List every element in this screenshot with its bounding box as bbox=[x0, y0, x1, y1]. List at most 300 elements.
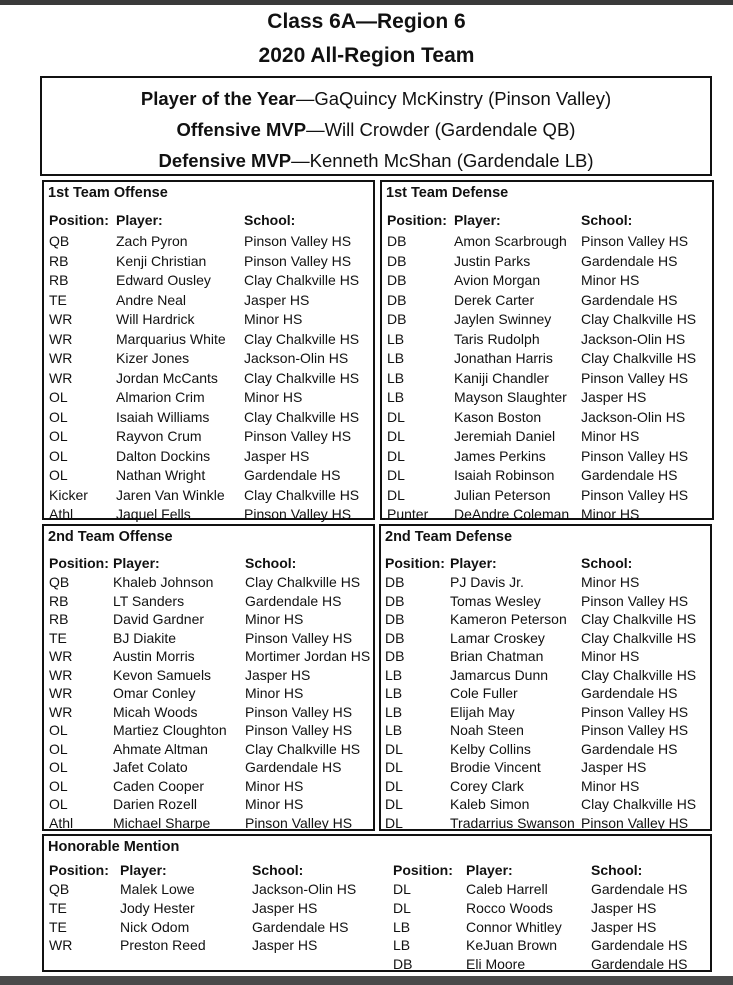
player-cell: BJ Diakite bbox=[113, 629, 177, 646]
position-cell: LB bbox=[387, 350, 405, 366]
position-cell: LB bbox=[387, 389, 405, 405]
roster-row bbox=[44, 486, 373, 505]
position-cell: OL bbox=[49, 428, 68, 444]
player-cell: Avion Morgan bbox=[454, 272, 541, 288]
column-header-position: Position: bbox=[393, 862, 453, 878]
section-title: 1st Team Offense bbox=[48, 185, 168, 201]
first-team-defense-box bbox=[380, 180, 714, 520]
player-cell: Will Hardrick bbox=[116, 311, 195, 327]
school-cell: Gardendale HS bbox=[591, 956, 688, 973]
school-cell: Gardendale HS bbox=[245, 759, 342, 775]
school-cell: Minor HS bbox=[244, 311, 303, 327]
school-cell: Clay Chalkville HS bbox=[244, 486, 360, 503]
player-cell: Kaleb Simon bbox=[450, 796, 530, 812]
award-player-of-year bbox=[42, 88, 710, 110]
player-cell: Corey Clark bbox=[450, 777, 524, 794]
roster-row bbox=[44, 740, 373, 759]
player-cell: Kaniji Chandler bbox=[454, 369, 549, 386]
school-cell: Clay Chalkville HS bbox=[581, 311, 697, 327]
school-cell: Clay Chalkville HS bbox=[581, 611, 697, 627]
school-cell: Minor HS bbox=[245, 611, 304, 627]
player-cell: Khaleb Johnson bbox=[113, 574, 214, 590]
position-cell: LB bbox=[385, 666, 403, 683]
player-cell: Derek Carter bbox=[454, 291, 535, 308]
roster-row bbox=[382, 447, 712, 466]
player-cell: Zach Pyron bbox=[116, 233, 188, 249]
roster-row bbox=[382, 271, 712, 290]
roster-row bbox=[44, 447, 373, 466]
school-cell: Pinson Valley HS bbox=[581, 486, 689, 503]
roster-row bbox=[381, 629, 710, 648]
roster-row bbox=[44, 666, 373, 685]
position-cell: Athl bbox=[49, 814, 74, 831]
roster-row bbox=[44, 777, 373, 796]
position-cell: DB bbox=[387, 291, 407, 308]
roster-row bbox=[381, 814, 710, 833]
school-cell: Minor HS bbox=[581, 777, 640, 794]
section-title: 2nd Team Offense bbox=[48, 529, 173, 545]
roster-row bbox=[44, 814, 373, 833]
player-cell: Jamarcus Dunn bbox=[450, 666, 549, 683]
column-header-player: Player: bbox=[113, 555, 160, 571]
position-cell: DB bbox=[385, 629, 405, 646]
position-cell: WR bbox=[49, 311, 73, 327]
player-cell: Edward Ousley bbox=[116, 272, 211, 288]
roster-row bbox=[381, 610, 710, 629]
column-header-school: School: bbox=[244, 212, 296, 228]
school-cell: Clay Chalkville HS bbox=[245, 740, 361, 757]
award-value: —Will Crowder (Gardendale QB) bbox=[306, 119, 576, 140]
school-cell: Pinson Valley HS bbox=[581, 369, 689, 386]
position-cell: DL bbox=[385, 759, 403, 775]
position-cell: DB bbox=[387, 252, 407, 269]
school-cell: Jackson-Olin HS bbox=[252, 881, 357, 897]
column-header-player: Player: bbox=[450, 555, 497, 571]
position-cell: QB bbox=[49, 881, 70, 897]
roster-row bbox=[382, 388, 712, 407]
player-cell: KeJuan Brown bbox=[466, 937, 558, 954]
school-cell: Minor HS bbox=[244, 389, 303, 405]
school-cell: Jasper HS bbox=[252, 937, 318, 954]
school-cell: Gardendale HS bbox=[581, 685, 678, 701]
player-cell: Jafet Colato bbox=[113, 759, 188, 775]
column-header-player: Player: bbox=[454, 212, 501, 228]
position-cell: OL bbox=[49, 740, 68, 757]
player-cell: Kenji Christian bbox=[116, 252, 207, 269]
position-cell: Kicker bbox=[49, 486, 88, 503]
roster-row bbox=[382, 505, 712, 524]
section-title: 2nd Team Defense bbox=[385, 529, 513, 545]
roster-row bbox=[44, 592, 373, 611]
roster-row bbox=[44, 291, 373, 310]
roster-row bbox=[381, 758, 710, 777]
player-cell: Cole Fuller bbox=[450, 685, 518, 701]
roster-row bbox=[381, 777, 710, 796]
school-cell: Clay Chalkville HS bbox=[581, 629, 697, 646]
school-cell: Pinson Valley HS bbox=[581, 592, 689, 609]
school-cell: Jasper HS bbox=[581, 759, 647, 775]
roster-row bbox=[382, 252, 712, 271]
roster-row bbox=[44, 721, 373, 740]
position-cell: DB bbox=[387, 311, 407, 327]
roster-row bbox=[44, 795, 373, 814]
column-header-player: Player: bbox=[116, 212, 163, 228]
roster-row bbox=[381, 666, 710, 685]
school-cell: Jasper HS bbox=[591, 899, 657, 916]
player-cell: Julian Peterson bbox=[454, 486, 551, 503]
player-cell: Mayson Slaughter bbox=[454, 389, 567, 405]
position-cell: WR bbox=[49, 703, 73, 720]
player-cell: Jaren Van Winkle bbox=[116, 486, 225, 503]
player-cell: Jody Hester bbox=[120, 899, 195, 916]
school-cell: Pinson Valley HS bbox=[581, 722, 689, 738]
header-team-title: 2020 All-Region Team bbox=[258, 44, 475, 67]
position-cell: OL bbox=[49, 389, 68, 405]
position-cell: DB bbox=[385, 592, 405, 609]
player-cell: Isaiah Williams bbox=[116, 408, 210, 425]
position-cell: QB bbox=[49, 574, 70, 590]
column-header-school: School: bbox=[245, 555, 297, 571]
player-cell: Kameron Peterson bbox=[450, 611, 567, 627]
second-team-offense-box bbox=[42, 524, 375, 831]
school-cell: Clay Chalkville HS bbox=[244, 272, 360, 288]
position-cell: WR bbox=[49, 330, 73, 347]
roster-row bbox=[44, 610, 373, 629]
player-cell: Jonathan Harris bbox=[454, 350, 553, 366]
player-cell: Brian Chatman bbox=[450, 648, 544, 664]
position-cell: DL bbox=[387, 486, 405, 503]
player-cell: Andre Neal bbox=[116, 291, 187, 308]
column-header-player: Player: bbox=[120, 862, 167, 878]
roster-row bbox=[382, 486, 712, 505]
section-title: Honorable Mention bbox=[48, 839, 180, 855]
award-offensive-mvp bbox=[42, 119, 710, 141]
school-cell: Clay Chalkville HS bbox=[581, 350, 697, 366]
awards-box bbox=[40, 76, 712, 176]
player-cell: Dalton Dockins bbox=[116, 447, 211, 464]
roster-row bbox=[44, 505, 373, 524]
position-cell: DB bbox=[393, 956, 413, 973]
roster-row bbox=[44, 427, 373, 446]
player-cell: Jaylen Swinney bbox=[454, 311, 552, 327]
roster-row bbox=[44, 758, 373, 777]
section-title: 1st Team Defense bbox=[386, 185, 509, 201]
roster-row bbox=[44, 703, 373, 722]
roster-row bbox=[382, 408, 712, 427]
column-header-school: School: bbox=[581, 555, 633, 571]
school-cell: Minor HS bbox=[245, 796, 304, 812]
roster-row bbox=[44, 955, 710, 974]
roster-row bbox=[382, 310, 712, 329]
school-cell: Gardendale HS bbox=[581, 467, 678, 483]
school-cell: Mortimer Jordan HS bbox=[245, 648, 371, 664]
roster-row bbox=[44, 408, 373, 427]
position-cell: DL bbox=[385, 740, 403, 757]
school-cell: Jasper HS bbox=[581, 389, 647, 405]
roster-row bbox=[382, 330, 712, 349]
position-cell: DL bbox=[385, 796, 403, 812]
school-cell: Jackson-Olin HS bbox=[244, 350, 349, 366]
position-cell: LB bbox=[387, 369, 405, 386]
position-cell: DB bbox=[385, 611, 405, 627]
player-cell: Connor Whitley bbox=[466, 918, 562, 935]
column-header-position: Position: bbox=[387, 212, 447, 228]
position-cell: LB bbox=[385, 703, 403, 720]
position-cell: DL bbox=[385, 777, 403, 794]
roster-row bbox=[44, 310, 373, 329]
school-cell: Minor HS bbox=[245, 685, 304, 701]
school-cell: Jasper HS bbox=[591, 918, 657, 935]
column-header-position: Position: bbox=[49, 862, 109, 878]
position-cell: RB bbox=[49, 592, 69, 609]
roster-row bbox=[44, 271, 373, 290]
roster-row bbox=[382, 466, 712, 485]
player-cell: Jaquel Fells bbox=[116, 506, 191, 522]
position-cell: DL bbox=[393, 899, 411, 916]
roster-row bbox=[382, 232, 712, 251]
award-label: Offensive MVP bbox=[176, 119, 307, 140]
position-cell: RB bbox=[49, 272, 69, 288]
school-cell: Pinson Valley HS bbox=[581, 447, 689, 464]
roster-row bbox=[381, 703, 710, 722]
school-cell: Clay Chalkville HS bbox=[244, 408, 360, 425]
player-cell: Caleb Harrell bbox=[466, 881, 548, 897]
school-cell: Pinson Valley HS bbox=[244, 252, 352, 269]
player-cell: Isaiah Robinson bbox=[454, 467, 555, 483]
school-cell: Jackson-Olin HS bbox=[581, 408, 686, 425]
roster-row bbox=[44, 684, 373, 703]
school-cell: Pinson Valley HS bbox=[245, 703, 353, 720]
player-cell: Rayvon Crum bbox=[116, 428, 202, 444]
award-label: Defensive MVP bbox=[158, 150, 292, 171]
roster-row bbox=[381, 795, 710, 814]
position-cell: TE bbox=[49, 291, 67, 308]
school-cell: Pinson Valley HS bbox=[244, 506, 352, 522]
school-cell: Gardendale HS bbox=[252, 918, 349, 935]
school-cell: Pinson Valley HS bbox=[244, 233, 352, 249]
column-header-position: Position: bbox=[49, 212, 109, 228]
roster-row bbox=[44, 936, 710, 955]
position-cell: Athl bbox=[49, 506, 74, 522]
roster-row bbox=[44, 918, 710, 937]
player-cell: Darien Rozell bbox=[113, 796, 198, 812]
roster-row bbox=[44, 330, 373, 349]
position-cell: OL bbox=[49, 408, 68, 425]
school-cell: Gardendale HS bbox=[591, 937, 688, 954]
column-header-position: Position: bbox=[49, 555, 109, 571]
player-cell: Justin Parks bbox=[454, 252, 531, 269]
player-cell: Caden Cooper bbox=[113, 777, 205, 794]
school-cell: Pinson Valley HS bbox=[245, 814, 353, 831]
position-cell: LB bbox=[393, 918, 411, 935]
school-cell: Minor HS bbox=[581, 272, 640, 288]
position-cell: OL bbox=[49, 722, 68, 738]
position-cell: DB bbox=[387, 272, 407, 288]
second-team-defense-box bbox=[379, 524, 712, 831]
roster-row bbox=[44, 880, 710, 899]
roster-row bbox=[44, 369, 373, 388]
player-cell: Brodie Vincent bbox=[450, 759, 541, 775]
school-cell: Pinson Valley HS bbox=[581, 814, 689, 831]
school-cell: Jasper HS bbox=[245, 666, 311, 683]
position-cell: OL bbox=[49, 777, 68, 794]
school-cell: Gardendale HS bbox=[591, 881, 688, 897]
award-value: —Kenneth McShan (Gardendale LB) bbox=[291, 150, 594, 171]
position-cell: OL bbox=[49, 796, 68, 812]
player-cell: Nick Odom bbox=[120, 918, 190, 935]
player-cell: Omar Conley bbox=[113, 685, 196, 701]
school-cell: Pinson Valley HS bbox=[245, 722, 353, 738]
roster-row bbox=[381, 721, 710, 740]
school-cell: Clay Chalkville HS bbox=[581, 666, 697, 683]
position-cell: Punter bbox=[387, 506, 429, 522]
position-cell: DL bbox=[387, 447, 405, 464]
position-cell: WR bbox=[49, 648, 73, 664]
school-cell: Gardendale HS bbox=[581, 252, 678, 269]
position-cell: RB bbox=[49, 611, 69, 627]
school-cell: Clay Chalkville HS bbox=[245, 574, 361, 590]
roster-row bbox=[381, 740, 710, 759]
roster-row bbox=[382, 291, 712, 310]
roster-row bbox=[381, 573, 710, 592]
position-cell: LB bbox=[385, 685, 403, 701]
player-cell: Austin Morris bbox=[113, 648, 195, 664]
school-cell: Pinson Valley HS bbox=[581, 233, 689, 249]
school-cell: Minor HS bbox=[581, 574, 640, 590]
player-cell: Tomas Wesley bbox=[450, 592, 541, 609]
position-cell: TE bbox=[49, 899, 67, 916]
column-header-school: School: bbox=[581, 212, 633, 228]
player-cell: Nathan Wright bbox=[116, 467, 206, 483]
player-cell: Ahmate Altman bbox=[113, 740, 208, 757]
school-cell: Minor HS bbox=[581, 428, 640, 444]
school-cell: Clay Chalkville HS bbox=[244, 330, 360, 347]
award-label: Player of the Year bbox=[140, 88, 296, 109]
player-cell: Elijah May bbox=[450, 703, 515, 720]
school-cell: Jasper HS bbox=[244, 447, 310, 464]
position-cell: LB bbox=[393, 937, 411, 954]
player-cell: David Gardner bbox=[113, 611, 205, 627]
position-cell: OL bbox=[49, 467, 68, 483]
player-cell: Martiez Cloughton bbox=[113, 722, 227, 738]
position-cell: TE bbox=[49, 918, 67, 935]
player-cell: Malek Lowe bbox=[120, 881, 195, 897]
player-cell: James Perkins bbox=[454, 447, 546, 464]
roster-row bbox=[44, 232, 373, 251]
position-cell: WR bbox=[49, 685, 73, 701]
position-cell: DB bbox=[385, 574, 405, 590]
school-cell: Pinson Valley HS bbox=[581, 703, 689, 720]
player-cell: Almarion Crim bbox=[116, 389, 205, 405]
school-cell: Jasper HS bbox=[244, 291, 310, 308]
school-cell: Pinson Valley HS bbox=[245, 629, 353, 646]
player-cell: Taris Rudolph bbox=[454, 330, 540, 347]
player-cell: Kason Boston bbox=[454, 408, 542, 425]
player-cell: Kelby Collins bbox=[450, 740, 531, 757]
column-header-player: Player: bbox=[466, 862, 513, 878]
player-cell: Micah Woods bbox=[113, 703, 198, 720]
roster-row bbox=[381, 684, 710, 703]
player-cell: Noah Steen bbox=[450, 722, 524, 738]
school-cell: Jasper HS bbox=[252, 899, 318, 916]
school-cell: Minor HS bbox=[581, 506, 640, 522]
school-cell: Gardendale HS bbox=[581, 740, 678, 757]
column-header-school: School: bbox=[252, 862, 304, 878]
player-cell: Rocco Woods bbox=[466, 899, 553, 916]
roster-row bbox=[381, 647, 710, 666]
honorable-mention-box bbox=[42, 834, 712, 972]
position-cell: WR bbox=[49, 350, 73, 366]
award-defensive-mvp bbox=[42, 150, 710, 172]
school-cell: Gardendale HS bbox=[244, 467, 341, 483]
player-cell: DeAndre Coleman bbox=[454, 506, 570, 522]
position-cell: OL bbox=[49, 447, 68, 464]
top-border-bar bbox=[0, 0, 733, 5]
roster-row bbox=[44, 466, 373, 485]
award-value: —GaQuincy McKinstry (Pinson Valley) bbox=[295, 88, 612, 109]
first-team-offense-box bbox=[42, 180, 375, 520]
column-header-school: School: bbox=[591, 862, 643, 878]
position-cell: DL bbox=[387, 467, 405, 483]
position-cell: QB bbox=[49, 233, 70, 249]
player-cell: Tradarrius Swanson bbox=[450, 814, 575, 831]
school-cell: Clay Chalkville HS bbox=[581, 796, 697, 812]
position-cell: WR bbox=[49, 666, 73, 683]
column-header-position: Position: bbox=[385, 555, 445, 571]
player-cell: PJ Davis Jr. bbox=[450, 574, 524, 590]
roster-row bbox=[44, 629, 373, 648]
school-cell: Minor HS bbox=[581, 648, 640, 664]
player-cell: Kizer Jones bbox=[116, 350, 190, 366]
roster-row bbox=[44, 388, 373, 407]
position-cell: DL bbox=[387, 428, 405, 444]
school-cell: Clay Chalkville HS bbox=[244, 369, 360, 386]
school-cell: Gardendale HS bbox=[581, 291, 678, 308]
roster-row bbox=[44, 252, 373, 271]
roster-row bbox=[44, 349, 373, 368]
player-cell: Amon Scarbrough bbox=[454, 233, 567, 249]
school-cell: Gardendale HS bbox=[245, 592, 342, 609]
position-cell: TE bbox=[49, 629, 67, 646]
roster-row bbox=[382, 349, 712, 368]
roster-row bbox=[44, 899, 710, 918]
roster-row bbox=[381, 592, 710, 611]
position-cell: RB bbox=[49, 252, 69, 269]
position-cell: WR bbox=[49, 937, 73, 954]
roster-row bbox=[44, 647, 373, 666]
school-cell: Pinson Valley HS bbox=[244, 428, 352, 444]
header-classification: Class 6A—Region 6 bbox=[267, 10, 466, 33]
player-cell: Lamar Croskey bbox=[450, 629, 545, 646]
player-cell: Kevon Samuels bbox=[113, 666, 212, 683]
school-cell: Minor HS bbox=[245, 777, 304, 794]
position-cell: WR bbox=[49, 369, 73, 386]
position-cell: OL bbox=[49, 759, 68, 775]
roster-row bbox=[44, 573, 373, 592]
player-cell: Preston Reed bbox=[120, 937, 206, 954]
roster-row bbox=[382, 369, 712, 388]
player-cell: Jeremiah Daniel bbox=[454, 428, 556, 444]
position-cell: DL bbox=[385, 814, 403, 831]
position-cell: LB bbox=[387, 330, 405, 347]
position-cell: DB bbox=[385, 648, 405, 664]
player-cell: LT Sanders bbox=[113, 592, 185, 609]
position-cell: LB bbox=[385, 722, 403, 738]
position-cell: DB bbox=[387, 233, 407, 249]
bottom-border-bar bbox=[0, 976, 733, 985]
player-cell: Michael Sharpe bbox=[113, 814, 211, 831]
school-cell: Jackson-Olin HS bbox=[581, 330, 686, 347]
